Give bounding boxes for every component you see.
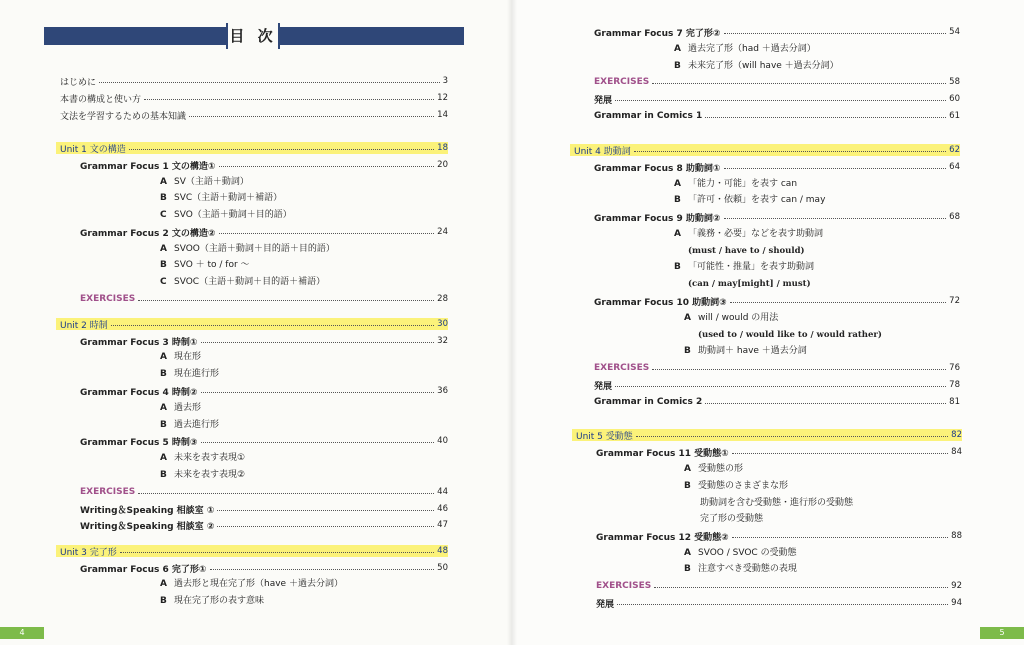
toc-grammar-focus-11[interactable]: Grammar Focus 11 受動態① 84 [596, 447, 962, 459]
toc-grammar-focus-6[interactable]: Grammar Focus 6 完了形① 50 [80, 563, 448, 575]
toc-development[interactable]: 発展 60 [594, 94, 960, 106]
toc-subitem-detail: 完了形の受動態 [700, 514, 764, 524]
toc-subitem: B 未来完了形（will have ＋過去分詞） [674, 61, 839, 71]
toc-subitem: B 現在進行形 [160, 369, 220, 379]
book-gutter [507, 0, 517, 645]
toc-writing-speaking-1[interactable]: Writing＆Speaking 相談室 ① 46 [80, 504, 448, 516]
toc-title: 目 次 [226, 23, 280, 49]
toc-subitem: B 「可能性・推量」を表す助動詞 [674, 262, 815, 272]
toc-unit-1[interactable]: Unit 1 文の構造 18 [60, 143, 448, 155]
toc-subitem: A 未来を表す表現① [160, 453, 246, 463]
toc-subitem-detail: (must / have to / should) [688, 246, 805, 256]
toc-subitem: C SVOC（主語＋動詞＋目的語＋補語） [160, 277, 326, 287]
toc-grammar-focus-1[interactable]: Grammar Focus 1 文の構造① 20 [80, 160, 448, 172]
toc-subitem: A SVOO（主語＋動詞＋目的語＋目的語） [160, 244, 335, 254]
toc-subitem: A 過去形と現在完了形（have ＋過去分詞） [160, 579, 343, 589]
toc-exercises[interactable]: EXERCISES 76 [594, 363, 960, 373]
toc-unit-4[interactable]: Unit 4 助動詞 62 [574, 145, 960, 157]
toc-writing-speaking-2[interactable]: Writing＆Speaking 相談室 ② 47 [80, 520, 448, 532]
toc-grammar-focus-7[interactable]: Grammar Focus 7 完了形② 54 [594, 27, 960, 39]
toc-subitem: B 現在完了形の表す意味 [160, 596, 265, 606]
toc-subitem-detail: (can / may[might] / must) [688, 279, 811, 289]
toc-grammar-focus-3[interactable]: Grammar Focus 3 時制① 32 [80, 336, 448, 348]
toc-subitem: B SVC（主語＋動詞＋補語） [160, 193, 283, 203]
toc-grammar-focus-12[interactable]: Grammar Focus 12 受動態② 88 [596, 531, 962, 543]
toc-subitem-detail: (used to / would like to / would rather) [698, 330, 882, 340]
toc-development[interactable]: 発展 94 [596, 598, 962, 610]
toc-grammar-focus-9[interactable]: Grammar Focus 9 助動詞② 68 [594, 212, 960, 224]
toc-subitem: A 「能力・可能」を表す can [674, 179, 798, 189]
toc-subitem: B 受動態のさまざまな形 [684, 481, 789, 491]
toc-grammar-focus-2[interactable]: Grammar Focus 2 文の構造② 24 [80, 227, 448, 239]
toc-subitem: B SVO ＋ to / for ～ [160, 260, 250, 270]
toc-subitem: A will / would の用法 [684, 313, 779, 323]
toc-grammar-in-comics-1[interactable]: Grammar in Comics 1 61 [594, 111, 960, 121]
toc-grammar-focus-5[interactable]: Grammar Focus 5 時制③ 40 [80, 436, 448, 448]
toc-subitem-detail: 助動詞を含む受動態・進行形の受動態 [700, 498, 854, 508]
toc-unit-5[interactable]: Unit 5 受動態 82 [576, 430, 962, 442]
toc-subitem: B 助動詞＋ have ＋過去分詞 [684, 346, 807, 356]
toc-grammar-focus-8[interactable]: Grammar Focus 8 助動詞① 64 [594, 162, 960, 174]
toc-subitem: A 現在形 [160, 352, 202, 362]
toc-subitem: A 受動態の形 [684, 464, 744, 474]
toc-grammar-focus-4[interactable]: Grammar Focus 4 時制② 36 [80, 386, 448, 398]
toc-subitem: A 過去形 [160, 403, 202, 413]
toc-subitem: B 過去進行形 [160, 420, 220, 430]
page-number-left: 4 [0, 627, 44, 639]
toc-subitem: A 「義務・必要」などを表す助動詞 [674, 229, 824, 239]
toc-exercises[interactable]: EXERCISES 58 [594, 77, 960, 87]
toc-development[interactable]: 発展 78 [594, 380, 960, 392]
toc-entry-intro[interactable]: はじめに 3 [60, 76, 448, 88]
toc-subitem: A SVOO / SVOC の受動態 [684, 548, 797, 558]
toc-entry-structure-usage[interactable]: 本書の構成と使い方 12 [60, 93, 448, 105]
toc-subitem: C SVO（主語＋動詞＋目的語） [160, 210, 292, 220]
toc-subitem: A SV（主語＋動詞） [160, 177, 249, 187]
toc-grammar-in-comics-2[interactable]: Grammar in Comics 2 81 [594, 397, 960, 407]
toc-subitem: B 「許可・依頼」を表す can / may [674, 195, 826, 205]
toc-subitem: B 未来を表す表現② [160, 470, 246, 480]
toc-exercises[interactable]: EXERCISES 44 [80, 487, 448, 497]
toc-exercises[interactable]: EXERCISES 92 [596, 581, 962, 591]
toc-unit-3[interactable]: Unit 3 完了形 48 [60, 546, 448, 558]
toc-unit-2[interactable]: Unit 2 時制 30 [60, 319, 448, 331]
toc-grammar-focus-10[interactable]: Grammar Focus 10 助動詞③ 72 [594, 296, 960, 308]
toc-subitem: A 過去完了形（had ＋過去分詞） [674, 44, 816, 54]
page-number-right: 5 [980, 627, 1024, 639]
right-page [512, 0, 1024, 645]
toc-entry-basic-knowledge[interactable]: 文法を学習するための基本知識 14 [60, 110, 448, 122]
toc-subitem: B 注意すべき受動態の表現 [684, 564, 797, 574]
toc-exercises[interactable]: EXERCISES 28 [80, 294, 448, 304]
